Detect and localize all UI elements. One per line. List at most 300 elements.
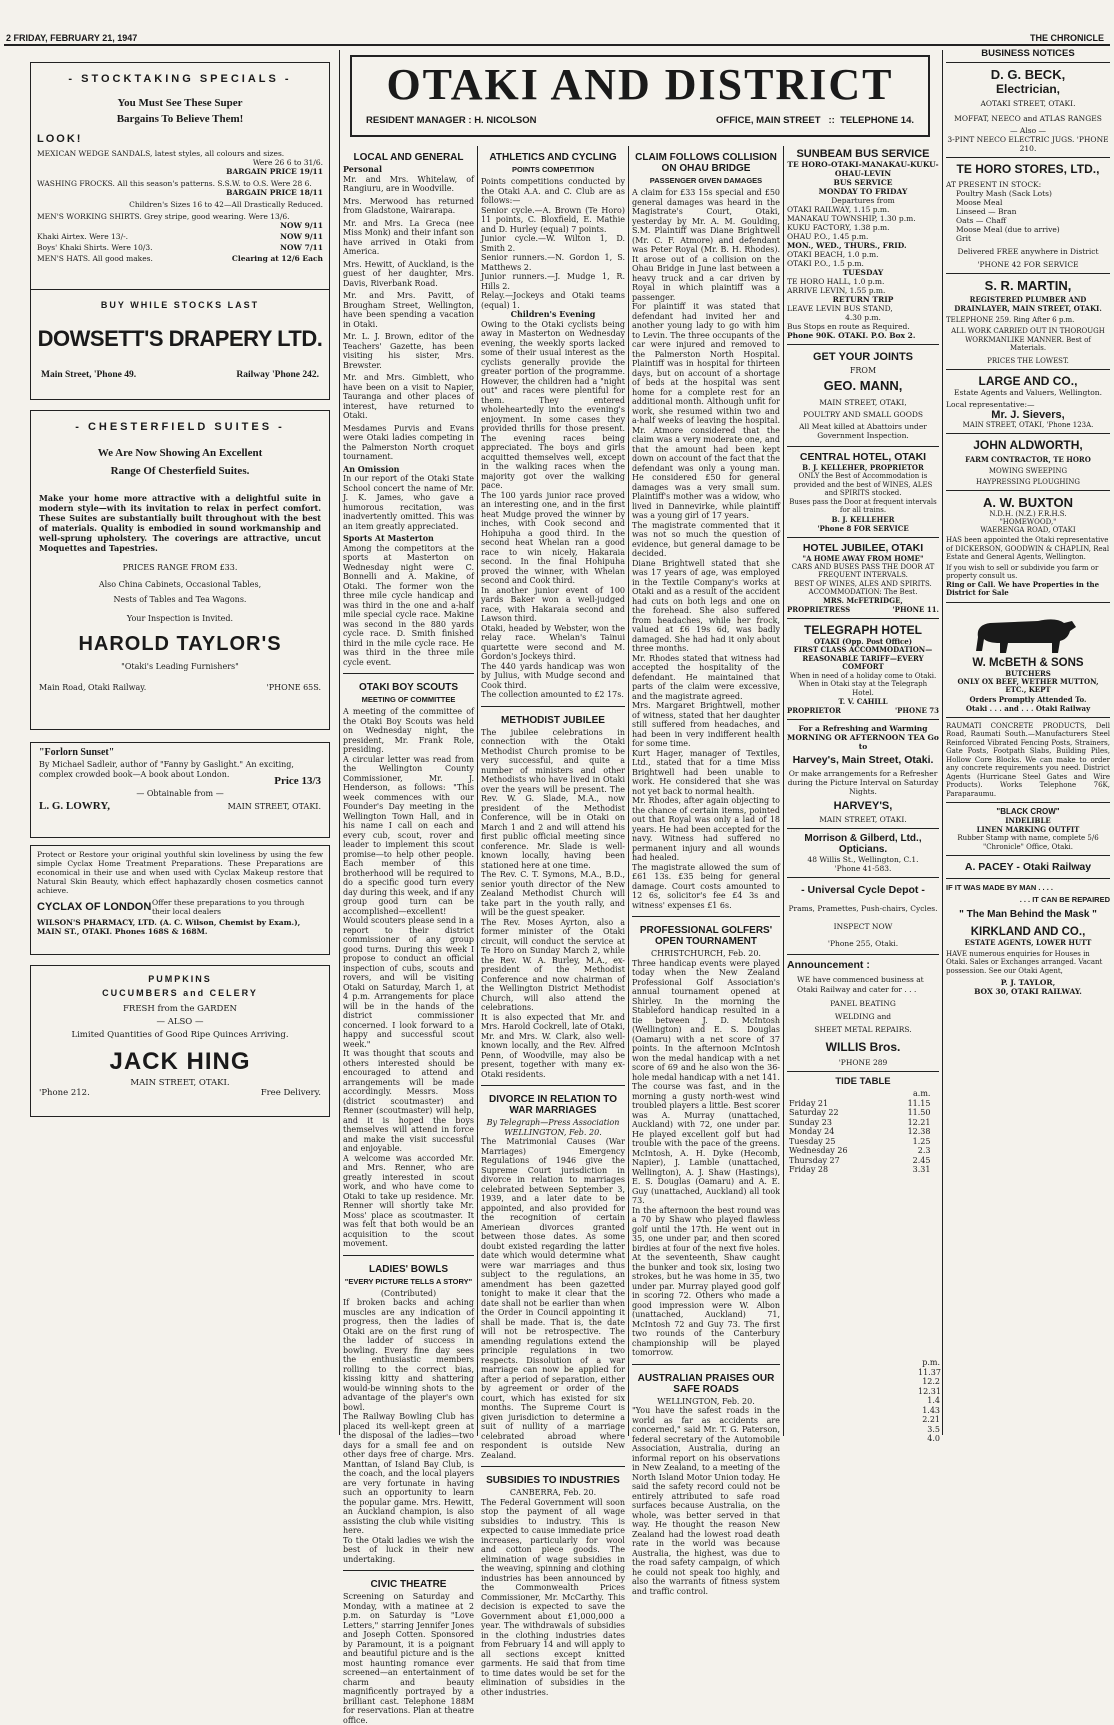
notice-line: Ring or Call. We have Properties in the District for Sale	[946, 579, 1100, 597]
tide-row	[787, 1099, 939, 1109]
paragraph: Mr. L. J. Brown, editor of the Teachers' Gazette, has been visiting his sister, Mrs. Brewster.	[343, 332, 474, 370]
notice-line: Mr. J. Sievers,	[991, 408, 1065, 421]
tide-am: 2.45	[912, 1155, 931, 1165]
notice-line: ONLY OX BEEF, WETHER MUTTON, ETC., KEPT	[957, 676, 1099, 694]
ad-heading: - CHESTERFIELD SUITES -	[75, 421, 285, 433]
ad-line: For a Refreshing and Warming MORNING OR AFTERNOON TEA Go to	[787, 724, 939, 751]
tide-am: 11.15	[907, 1098, 931, 1108]
notice-line: "BLACK CROW"	[996, 807, 1060, 816]
ad-telegraph-hotel	[787, 619, 939, 720]
paragraph: A circular letter was read from the Wellington County Commissioner, Mr. J. Henderson, as follows: "This week commences with our Founder's Day meeting in the Wellington Town Hall, and in his name I call on each and every cub, scout, rover and leader to implement this scout promise—to help other people. Each member of this brotherhood will be required to do a specific good turn every day during this week, and if any group good turn can be accomplished—excellent! Would scouters please send in a report to their district commissioner of any group good turns. During this week I propose to conduct an official inspection of cubs, scouts and rovers, and will be visiting Otaki on Saturday, March 1, at 4 p.m. Arrangements for place will be in the hands of the district commissioner concerned. I look forward to a happy and successful scout week."	[343, 754, 474, 1049]
ad-line: 'Phone 255, Otaki.	[827, 939, 899, 948]
ad-line: KUKU FACTORY, 1.38 p.m.	[787, 223, 890, 232]
paragraph: If broken backs and aching muscles are any indication of progress, then the ladies of Otaki are on the first rung of the ladder of success in bowling. Every fine day sees the enthusiastic members rolling to the correct bias, kissing kitty and shattering would-be winning shots to the advantage of the player's own bowl.	[343, 1298, 474, 1412]
ad-line: Were 26 6 to 31/6.	[252, 158, 323, 167]
ad-taylor	[30, 410, 330, 730]
ad-line: PROPRIETOR	[787, 706, 841, 715]
paragraph: Points competitions conducted by the Otaki A.A. and C. Club are as follows:—	[481, 177, 625, 205]
paragraph: The Rev. Moses Ayrton, also a former minister of the Otaki circuit, will conduct the service at Te Horo on Sunday March 2, while the Rev. W. A. Burley, M.A., ex-president of the Methodist Conference and now chairman of the Wellington District Methodist Church, will also attend the celebrations.	[481, 917, 625, 1012]
dateline: WELLINGTON, Feb. 20.	[657, 1396, 755, 1406]
ad-addr: MAIN STREET, OTAKI.	[130, 1078, 230, 1088]
paragraph: Otaki, headed by Webster, won the relay race. Whelan's Tainui quartette were second and M. Gordon's Jockeys third.	[481, 623, 625, 661]
ad-hing-name: JACK HING	[109, 1048, 251, 1075]
paragraph: The jubilee celebrations in connection with the Otaki Methodist Church promise to be very successful, and quite a number of ministers and other Methodists who have lived in Otaki over the years will be present. The Rev. W. G. Slade, M.A., now president of the Methodist Conference, will be in Otaki on March 1 and 2 and will attend his first public official meeting since conference. Mr. Slade is well-known locally, having been stationed here at one time.	[481, 727, 625, 870]
ad-line: All Meat killed at Abattoirs under Government Inspection.	[799, 422, 927, 440]
ad-willis-name: WILLIS Bros.	[825, 1040, 901, 1054]
tide-day: Sunday 23	[789, 1117, 832, 1127]
paragraph: Owing to the Otaki cyclists being away in Masterton on Wednesday evening, the weekly sports lacked some of their usual interest as the cyclists generally provide the greater portion of the programme. However, the children had a "night out" and races were plentiful for them. They entered wholeheartedly into the evening's enjoyment. In some cases they provided thrills for those present. The evening races being appreciated. The boys and girls acquitted themselves well, except in the walking races when the majority got over the walking pace.	[481, 319, 625, 490]
notice-name: W. McBETH & SONS	[972, 656, 1084, 669]
ad-line: Limited Quantities of Good Ripe Quinces Arriving.	[71, 1030, 289, 1040]
paragraph: Kurt Hager, manager of Textiles, Ltd., stated that for a time Miss Brightwell had been unable to work. He considered that she was not yet back to normal health.	[632, 748, 780, 796]
notice-item: Oats — Chaff	[956, 216, 1007, 225]
ad-bus	[787, 148, 939, 345]
article-headline: DIVORCE IN RELATION TO WAR MARRIAGES	[489, 1094, 617, 1116]
notice-line: INDELIBLE	[1005, 816, 1051, 825]
ad-invite: Your Inspection is Invited.	[126, 614, 234, 623]
ad-hing	[30, 965, 330, 1117]
column-ads	[787, 148, 939, 1438]
paragraph: Mrs. Margaret Brightwell, mother of witness, stated that her daughter still suffered from headaches, and had been in very indifferent health for some time.	[632, 701, 780, 748]
column-athletics	[481, 148, 625, 1697]
article-headline: SUBSIDIES TO INDUSTRIES	[486, 1475, 620, 1486]
ad-line: MEN'S WORKING SHIRTS. Grey stripe, good wearing. Were 13/6.	[37, 212, 290, 221]
notice-mcbeth	[946, 603, 1110, 718]
tide-am: 12.21	[907, 1117, 931, 1127]
ad-line: WE have commenced business at Otaki Railway and cater for . . .	[797, 975, 924, 994]
tide-pm-column	[918, 1358, 940, 1444]
paragraph: Among the competitors at the sports at Masterton on Wednesday night were C. Bonnelli and A. Makine, of Otaki. The former won the three mile cycle handicap and was third in the one and a-half mile special cycle race. Makine was second in the 880 yards cycle race. D. Smith finished third in the mile cycle race. He was third in the three mile cycle event.	[343, 543, 474, 667]
notice-line: N.D.H. (N.Z.) F.R.H.S.	[989, 510, 1067, 518]
dateline: CANBERRA, Feb. 20.	[509, 1488, 597, 1497]
article-headline: ATHLETICS AND CYCLING	[489, 152, 617, 163]
ad-line: FROM	[849, 366, 877, 375]
ad-phone: 'Phone 212.	[39, 1088, 90, 1098]
tide-header: a.m.	[913, 1089, 931, 1098]
column-business-notices	[946, 46, 1110, 1438]
ad-line: MAIN STREET, OTAKI,	[819, 398, 907, 407]
subhead: Personal	[343, 164, 382, 174]
tide-pm: 12.31	[918, 1386, 941, 1396]
notice-line: HAYPRESSING PLOUGHING	[976, 478, 1080, 486]
ad-harvey	[787, 720, 939, 829]
ad-body: Protect or Restore your original youthful skin loveliness by using the few simple Cyclax Home Treatment Preparations. These Preparations are economical in their use and when used with Cyclax Makeup restore that Natural Skin Beauty, which effect haphazardly chosen cosmetics cannot achieve.	[37, 850, 323, 895]
notice-line: "Chronicle" Office, Otaki.	[982, 842, 1074, 851]
ad-line: CARS AND BUSES PASS THE DOOR AT FREQUENT INTERVALS.	[791, 562, 935, 579]
column-rule	[477, 146, 478, 1436]
paragraph: It is also expected that Mr. and Mrs. Harold Cockrell, late of Otaki, Mr. and Mrs. W. Clark, also well-known locally, and the Rev. Alfred Penn, of Woodville, may also be present, together with many ex-Otaki residents.	[481, 1012, 625, 1079]
ad-harvey-name: Harvey's, Main Street, Otaki.	[792, 754, 934, 766]
paragraph: In another junior event of 100 yards Baker won a well-judged race, with Hakaraia second and Lawson third.	[481, 585, 625, 623]
notice-item: Moose Meal	[956, 198, 1003, 207]
ad-line: OHAU P.O., 1.45 p.m.	[787, 232, 869, 241]
tide-row	[787, 1165, 939, 1175]
notice-line: Estate Agents and Valuers, Wellington.	[953, 387, 1103, 397]
article-headline: CIVIC THEATRE	[370, 1579, 447, 1590]
notice-line: TELEPHONE 259. Ring After 6 p.m.	[946, 316, 1075, 324]
ad-hotel-title: HOTEL JUBILEE, OTAKI	[802, 541, 924, 554]
ad-line: "A HOME AWAY FROM HOME"	[802, 553, 924, 563]
ad-line: BUS SERVICE	[833, 178, 893, 187]
masthead	[350, 55, 930, 137]
ad-taylor-name: HAROLD TAYLOR'S	[78, 633, 282, 655]
tide-day: Friday 28	[789, 1165, 829, 1174]
paragraph: Mr. Rhodes stated that witness had accepted the hospitality of the defendant. He maintained that parts of the claim were excessive, and the magistrate agreed.	[632, 653, 780, 701]
notice-line: HAS been appointed the Otaki representative of DICKERSON, GOODWIN & CHAPLIN, Real Estate and General Agents, Wellington.	[946, 536, 1110, 561]
column-rule	[942, 50, 943, 1435]
ad-willis	[787, 955, 939, 1072]
notice-line: Delivered FREE anywhere in District	[957, 247, 1099, 256]
tide-row	[787, 1137, 939, 1147]
ad-announce-title: Announcement :	[787, 959, 870, 971]
ad-book-title: "Forlorn Sunset"	[39, 747, 115, 758]
ad-cyclax	[30, 845, 330, 955]
ad-mann-name: GEO. MANN,	[823, 378, 903, 393]
notice-name: D. G. BECK,	[990, 67, 1066, 82]
notice-pacey	[946, 856, 1110, 879]
paper-name: THE CHRONICLE	[1030, 33, 1104, 43]
ad-dowsett-footer	[30, 290, 330, 400]
ad-price: NOW 7/11	[280, 243, 323, 252]
notice-line: ALL WORK CARRIED OUT IN THOROUGH WORKMANLIKE MANNER. Best of Materials.	[951, 327, 1105, 352]
ad-line: Prams, Pramettes, Push-chairs, Cycles.	[788, 904, 938, 913]
paragraph: In the afternoon the best round was a 70 by Shaw who played flawless golf until the 17th. He went out in 35, one under par, and then scored birdies at four of the next five holes. At the seventeenth, Shaw caught the bunker and took six, losing two strokes, but he was home in 35, two under par. Murray played good golf in scoring 72. Others who made a good impression were W. Albon (unattached, Auckland) 71, McIntosh 72 and Guy 73. The first two rounds of the Canterbury championship will be played tomorrow.	[632, 1205, 780, 1357]
notice-kirkland	[946, 879, 1110, 1001]
ad-line: SHEET METAL REPAIRS.	[814, 1025, 912, 1034]
tide-pm: 4.0	[927, 1434, 940, 1443]
ad-line: MONDAY TO FRIDAY	[818, 187, 908, 196]
notice-item: Moose Meal (due to arrive)	[956, 225, 1060, 234]
article-headline: PROFESSIONAL GOLFERS' OPEN TOURNAMENT	[639, 925, 773, 947]
tide-day: Monday 24	[789, 1127, 835, 1136]
notice-line: ESTATE AGENTS, LOWER HUTT	[964, 937, 1092, 947]
tide-pm: 11.37	[918, 1367, 941, 1377]
paragraph: Junior cycle.—W. Wilton 1, D. Smith 2.	[481, 234, 625, 253]
paragraph: A welcome was accorded Mr. and Mrs. Renner, who are greatly interested in scout work, and who have come to Otaki to take up residence. Mr. Renner will shortly take Mr. Moss' place as scoutmaster. It was felt that both would be an acquisition to the scout movement.	[343, 1153, 474, 1248]
ad-mann	[787, 345, 939, 447]
ad-line: 4.30 p.m.	[845, 313, 881, 322]
tide-row	[787, 1118, 939, 1128]
ad-line: TE HORO-OTAKI-MANAKAU-KUKU-OHAU-LEVIN	[787, 160, 939, 178]
masthead-title: OTAKI AND DISTRICT	[386, 60, 894, 109]
ad-line: When in need of a holiday come to Otaki. When in Otaki stay at the Telegraph Hotel.	[789, 671, 937, 697]
notice-line: 3-PINT NEECO ELECTRIC JUGS. 'PHONE 210.	[947, 135, 1109, 153]
notice-line: BOX 30, OTAKI RAILWAY.	[974, 987, 1082, 996]
tide-am: 11.50	[907, 1108, 931, 1117]
tide-title: TIDE TABLE	[835, 1076, 891, 1087]
ad-addr: Main Street, 'Phone 49.	[41, 370, 137, 380]
notice-line: P. J. TAYLOR,	[1000, 978, 1056, 987]
tide-day: Thursday 27	[789, 1155, 840, 1165]
paragraph: Mr. and Mrs. Gimblett, who have been on a visit to Napier, Tauranga and other places of interest, have returned to Otaki.	[343, 373, 474, 420]
tide-day: Friday 21	[789, 1098, 829, 1108]
ad-line: MEXICAN WEDGE SANDALS, latest styles, all colours and sizes.	[37, 149, 285, 158]
notice-line: LINEN MARKING OUTFIT	[976, 825, 1080, 834]
ad-price: BARGAIN PRICE 18/11	[226, 188, 323, 197]
ad-morrison	[787, 829, 939, 878]
ad-dowsett-name: DOWSETT'S DRAPERY LTD.	[37, 326, 323, 351]
tide-pm: 1.43	[922, 1405, 940, 1415]
paragraph: Diane Brightwell stated that she was 17 years of age, was employed in the Textile Company's works at Otaki and as a result of the accident had cuts on both legs and one on the forehead. She also suffered from headaches, while her frock, valued at £6 19s 6d, was badly damaged. She had had it only about three months.	[632, 558, 780, 653]
ad-line: Buses pass the Door at frequent intervals for all trains.	[789, 497, 937, 514]
dateline: By Telegraph—Press Association WELLINGTON, Feb. 20.	[486, 1118, 620, 1137]
notice-item: Grit	[956, 234, 971, 243]
paragraph: Mr. and Mrs. Whitelaw, of Rangiuru, are in Woodville.	[343, 174, 474, 193]
notice-tehoro	[946, 158, 1110, 274]
ad-line: Khaki Airtex. Were 13/-.	[37, 232, 129, 241]
notice-line: AT PRESENT IN STOCK:	[946, 180, 1042, 189]
tide-day: Saturday 22	[789, 1108, 839, 1117]
column-rule	[628, 146, 629, 1436]
paragraph: Mr. Rhodes, after again objecting to the chance of certain items, pointed out that Royal was only a lad of 18 years. He had been accepted for the navy. Witness had suffered no permanent injury and all wounds had healed.	[632, 796, 780, 862]
ad-line: OTAKI RAILWAY, 1.15 p.m.	[787, 205, 890, 214]
column-claim	[632, 148, 780, 1596]
paragraph: The collection amounted to £2 17s.	[481, 690, 624, 699]
ad-price: NOW 9/11	[280, 221, 323, 230]
tide-am: 1.25	[912, 1136, 931, 1146]
ad-cycle-depot	[787, 878, 939, 955]
ad-line: Children's Sizes 16 to 42—All Drastically Reduced.	[129, 200, 323, 209]
tide-pm: 2.21	[922, 1415, 940, 1424]
ad-jubilee-hotel	[787, 538, 939, 620]
masthead-telephone: TELEPHONE 14.	[840, 115, 914, 126]
ad-line: OTAKI P.O., 1.5 p.m.	[787, 259, 864, 268]
ad-slogan: "Otaki's Leading Furnishers"	[121, 662, 239, 671]
tide-day: Wednesday 26	[789, 1146, 848, 1155]
ad-heading: - STOCKTAKING SPECIALS -	[68, 73, 292, 85]
ad-line: FIRST CLASS ACCOMMODATION—REASONABLE TARIFF—EVERY COMFORT	[793, 645, 933, 671]
ad-central-hotel	[787, 447, 939, 538]
notice-line: BUTCHERS	[1005, 668, 1051, 678]
tide-row	[787, 1146, 939, 1156]
ad-line: MEN'S HATS. All good makes.	[37, 254, 153, 263]
paragraph: Mrs. Hewitt, of Auckland, is the guest of her daughter, Mrs. Davis, Riverbank Road.	[343, 259, 474, 288]
tide-day: Tuesday 25	[789, 1136, 836, 1146]
paragraph: Mrs. Merwood has returned from Gladstone, Wairarapa.	[343, 196, 474, 215]
notice-line: "HOMEWOOD,"	[999, 518, 1057, 526]
subhead: Sports At Masterton	[343, 533, 434, 543]
ad-offer: Offer these preparations to you through their local dealers	[152, 898, 305, 916]
paragraph: To the Otaki ladies we wish the best of luck in their new undertaking.	[343, 1535, 474, 1564]
notice-name: A. PACEY - Otaki Railway	[964, 860, 1092, 873]
ad-addr: MAIN STREET, OTAKI.	[227, 802, 321, 811]
ad-obtain: — Obtainable from —	[136, 789, 224, 798]
paragraph: "You have the safest roads in the world as far as accidents are concerned," said Mr. T. G. Paterson, federal secretary of the Automobile Association, Australia, during an informal report on his observations in New Zealand, to a meeting of the North Island Motor Union today. He said the safety record could not be entirely attributed to safe road surfaces because Australia, on the whole, was better served in that way. He thought the reason New Zealand had the lowest road death rate in the world was because Australia, the highest, was due to the road safety campaign, of which he could not speak too highly, and also the warrants of fitness system and traffic control.	[632, 1406, 780, 1596]
ad-intro: Bargains To Believe Them!	[116, 113, 244, 125]
ad-cyclax-name: CYCLAX OF LONDON	[37, 901, 152, 913]
ad-line: 'Phone 8 FOR SERVICE	[817, 523, 909, 533]
tide-am: 2.3	[917, 1146, 931, 1155]
notice-line: MAIN STREET, OTAKI, 'Phone 123A.	[962, 420, 1094, 429]
ad-text: We Are Now Showing An Excellent	[97, 447, 263, 459]
ad-line: BEST OF WINES, ALES AND SPIRITS.	[794, 579, 932, 588]
ad-dealer: WILSON'S PHARMACY, LTD. (A. C. Wilson, Chemist by Exam.), MAIN ST., OTAKI. Phones 168S & 168M.	[37, 918, 301, 936]
ad-hotel-title: TELEGRAPH HOTEL	[803, 623, 922, 637]
ad-buy: BUY WHILE STOCKS LAST	[100, 300, 260, 310]
byline: (Contributed)	[380, 1288, 437, 1298]
notice-line: WAERENGA ROAD, OTAKI	[980, 526, 1076, 534]
ad-also: Nests of Tables and Tea Wagons.	[113, 595, 247, 604]
notice-name: A. W. BUXTON	[982, 495, 1074, 510]
paragraph: The magistrate commented that it was not so much the question of evidence, but general damage to be decided.	[632, 520, 780, 558]
ad-addr: MAIN STREET, OTAKI.	[819, 815, 907, 824]
notice-name: JOHN ALDWORTH,	[973, 438, 1083, 452]
paragraph: In our report of the Otaki State School concert the name of Mr. J. K. James, who gave a humorous recitation, was inadvertently omitted. This was an item greatly appreciated.	[343, 474, 474, 531]
ad-line: PROPRIETRESS	[787, 605, 851, 614]
ad-line: MANAKAU TOWNSHIP, 1.30 p.m.	[787, 214, 916, 223]
ad-price: Price 13/3	[274, 775, 321, 787]
paragraph: It was thought that scouts and others interested should be encouraged to attend and arrangements will be made accordingly. Messrs. Moss (district scoutmaster) and Renner (scoutmaster) will help, and it is hoped the boys themselves will attend in force and make the visit successful and enjoyable.	[343, 1049, 474, 1153]
notice-line: REGISTERED PLUMBER AND DRAINLAYER, MAIN STREET, OTAKI.	[954, 295, 1102, 313]
article-headline: LADIES' BOWLS	[368, 1263, 449, 1275]
notice-line: Electrician,	[995, 82, 1061, 96]
ad-bus-title: SUNBEAM BUS SERVICE	[796, 148, 930, 160]
notice-line: HAVE numerous enquiries for Houses in Otaki. Sales or Exchanges arranged. Vacant possession. See our Otaki Agent,	[946, 949, 1103, 975]
ad-line: Phone 90K. OTAKI. P.O. Box 2.	[787, 331, 916, 340]
ad-line: 'PHONE 11.	[892, 605, 939, 614]
notice-line: RAUMATI CONCRETE PRODUCTS, Dell Road, Raumati South.—Manufacturers Steel Reinforced Vibrated Fencing Posts, Strainers, Gate Posts, Footpath Slabs, Building Piles, Hollow Core Blocks. We can make to order any concrete requirements you need. District Agents (Hurricane Steel Gates and Wire Products). Works Telephone 76K, Paraparaumu.	[946, 721, 1110, 798]
notice-name: LARGE AND CO.,	[978, 373, 1078, 388]
notice-raumati	[946, 718, 1110, 804]
ad-line: MRS. McFETRIDGE,	[823, 596, 903, 605]
ad-hotel-title: CENTRAL HOTEL, OTAKI	[799, 451, 927, 463]
masthead-office: OFFICE, MAIN STREET	[716, 115, 821, 126]
ad-line: Boys' Khaki Shirts. Were 10/3.	[37, 243, 153, 252]
paragraph: Senior cycle.—A. Brown (Te Horo) 11 points, C. Bloxfield, E. Mathie and D. Hurley (equal) 7 points.	[481, 205, 625, 234]
ad-addr: Main Road, Otaki Railway.	[39, 683, 147, 692]
notice-line: If you wish to sell or subdivide you farm or property consult us.	[946, 563, 1099, 580]
ad-line: Opticians.	[838, 844, 888, 855]
ad-morrison-name: Morrison & Gilberd, Ltd.,	[804, 833, 922, 844]
ad-line: WELDING and	[834, 1012, 892, 1021]
notice-name: S. R. MARTIN,	[984, 278, 1072, 293]
notice-line: Orders Promptly Attended To.	[969, 694, 1087, 704]
ad-line: Or make arrangements for a Refresher during the Picture Interval on Saturday Nights.	[787, 769, 939, 796]
ad-price: NOW 9/11	[280, 232, 323, 241]
notice-line: Local representative:—	[946, 399, 1035, 409]
ad-line: TE HORO HALL, 1.0 p.m.	[787, 277, 885, 286]
ad-line: WASHING FROCKS. All this season's patterns. S.S.W. to O.S. Were 28 6.	[37, 179, 312, 188]
ad-line: T. V. CAHILL	[838, 697, 888, 706]
tide-row	[787, 1108, 939, 1118]
notice-line: FARM CONTRACTOR, TE HORO	[965, 455, 1091, 464]
notice-buxton	[946, 491, 1110, 603]
ad-look: LOOK!	[37, 133, 83, 145]
ad-text: Range Of Chesterfield Suites.	[110, 465, 250, 477]
subhead: An Omission	[343, 463, 400, 474]
paragraph: The Rev. C. T. Symons, M.A., B.D., senior youth director of the New Zealand Methodist Church will take part in the youth rally, and will be the guest speaker.	[481, 870, 625, 917]
paragraph: Mr. and Mrs. La Greca (nee Miss Monk) and their infant son have arrived in Otaki from America.	[343, 218, 474, 256]
notice-line: . . . IT CAN BE REPAIRED	[1019, 894, 1110, 904]
paragraph: The 440 yards handicap was won by Julius, with Mudge second and Cook third.	[481, 661, 625, 690]
notice-line: " The Man Behind the Mask "	[959, 908, 1097, 920]
notice-line: PRICES THE LOWEST.	[987, 356, 1069, 365]
ad-also: Also China Cabinets, Occasional Tables,	[98, 580, 262, 589]
ad-line: PANEL BEATING	[830, 999, 896, 1008]
article-headline: LOCAL AND GENERAL	[353, 152, 464, 163]
notices-heading: BUSINESS NOTICES	[946, 48, 1110, 63]
ad-line: 'Phone 41-583.	[834, 864, 892, 873]
ad-cycle-title: - Universal Cycle Depot -	[801, 884, 925, 896]
ad-line: FRESH from the GARDEN	[123, 1004, 237, 1014]
page-header	[0, 0, 1114, 43]
notice-line: AOTAKI STREET, OTAKI.	[980, 99, 1076, 108]
paragraph: Screening on Saturday and Monday, with a matinee at 2 p.m. on Saturday is "Love Letters," starring Jennifer Jones and Joseph Cotten. Sponsored by Paramount, it is a poignant and beautiful picture and is the most haunting romance ever screened—an entertainment of charm and beauty magnificently portrayed by a brilliant cast. Telephone 188M for reservations. Plan at theatre office.	[343, 1592, 474, 1725]
paragraph: Relay.—Jockeys and Otaki teams (equal) 1.	[481, 291, 625, 310]
paragraph: Junior runners.—J. Mudge 1, R. Hills 2.	[481, 272, 625, 291]
tide-pm: 3.5	[927, 1424, 940, 1434]
ad-price: Clearing at 12/6 Each	[231, 254, 323, 263]
tide-table	[787, 1072, 939, 1179]
ad-line: Bus Stops en route as Required.	[787, 322, 910, 331]
tide-pm: 12.2	[922, 1377, 940, 1386]
ad-prices: PRICES RANGE FROM £33.	[122, 563, 238, 572]
ad-harvey-name: HARVEY'S,	[833, 800, 893, 812]
ad-line: B. J. KELLEHER	[831, 514, 895, 524]
paragraph: The Matrimonial Causes (War Marriages) Emergency Regulations of 1946 give the Supreme Court jurisdiction in divorce in relation to marriages celebrated between September 3, 1939, and a later date to be appointed, and also provided for the recognition of certain Ameriean divorces granted between those dates. As some doubt existed regarding the latter date which would determine what were war marriages and thus subject to the regulations, an amendment has been gazetted tonight to make it clear that the date shall not be earlier than when the Order in Council appointing it shall be made. That is, the date will not be retrospective. The amending regulations extend the principle regulations in two respects. Dissolution of a war marriage can now be applied for after a period of separation, either by agreement or order of the court, which has existed for six months. The Supreme Court is given jurisdiction to determine a suit of nullity of a marriage celebrated abroad where respondent is outside New Zealand.	[481, 1137, 625, 1460]
article-headline: AUSTRALIAN PRAISES OUR SAFE ROADS	[637, 1372, 775, 1395]
notice-line: 'PHONE 42 FOR SERVICE	[977, 260, 1079, 269]
subhead: Children's Evening	[510, 309, 596, 319]
paragraph: Mr. and Mrs. Pavitt, of Brougham Street, Wellington, have been spending a vacation in Otaki.	[343, 291, 474, 329]
paragraph: The Federal Government will soon stop the payment of all wage subsidies to industry. This is expected to cause immediate price increases, particularly for wool and cotton piece goods. The elimination of wage subsidies in the weaving, spinning and clothing industries has been announced by the Commonwealth Prices Commissioner, Mr. McCarthy. This decision is expected to save the Government about £1,000,000 a year. The withdrawals of subsidies in the clothing industries dates from February 14 and will apply to all sections except knitted garments. He said that from time to time dates would be set for the elimination of subsidies in the other industries.	[481, 1497, 625, 1697]
ad-line: TUESDAY	[842, 268, 884, 277]
paragraph: The Railway Bowling Club has placed its well-kept green at the disposal of the ladies—two days for a small fee and on other days free of charge. Mrs. Manttan, of Island Bay Club, is the coach, and the local players are very fortunate in having such an opportunity to learn the popular game. Mrs. Hewitt, an Auckland champion, is also assisting the club while visiting here.	[343, 1412, 474, 1535]
paragraph: Three handicap events were played today when the New Zealand Professional Golf Association's annual tournament opened at Shirley. In the morning the Stableford handicap resulted in a tie between J. D. McIntosh (Wellington) and E. S. Douglas (Oamaru) with a net score of 37 points. In the afternoon McIntosh won the medal handicap with a net score of 69 and he also won the 36-hole medal handicap with a net 141.	[632, 958, 780, 1082]
ad-line: MON., WED., THURS., FRID.	[787, 241, 907, 250]
ad-phone: 'PHONE 289	[838, 1058, 888, 1067]
masthead-manager: RESIDENT MANAGER : H. NICOLSON	[366, 115, 537, 126]
notice-line: Rubber Stamp with name, complete 5/6	[957, 834, 1099, 842]
ad-body: By Michael Sadleir, author of "Fanny by Gaslight." An exciting, complex crowded book—A book about London.	[39, 760, 294, 779]
column-local	[343, 148, 474, 1725]
notice-line: IF IT WAS MADE BY MAN . . . .	[946, 882, 1053, 892]
ad-line: LEAVE LEVIN BUS STAND,	[787, 304, 893, 313]
article-subhead: POINTS COMPETITION	[511, 165, 595, 174]
tide-am: 3.31	[912, 1165, 931, 1174]
paragraph: A meeting of the committee of the Otaki Boy Scouts was held on Wednesday night, the president, Mr. Frank Role, presiding.	[343, 707, 474, 754]
ad-line: Departures from	[831, 196, 895, 205]
masthead-sep: ::	[828, 115, 835, 126]
ad-line: ARRIVE LEVIN, 1.55 p.m.	[787, 286, 886, 295]
ad-line: — ALSO —	[156, 1017, 204, 1027]
paragraph: The magistrate allowed the sum of £61 13s. £35 being for general damage. Court costs amounted to 12 6s, solicitor's fee £4 3s and witness' expenses £1 6s.	[632, 862, 780, 910]
ad-line: CUCUMBERS and CELERY	[102, 988, 258, 998]
ad-line: ACCOMMODATION: The Best.	[808, 588, 918, 596]
article-subhead: MEETING OF COMMITTEE	[361, 695, 456, 704]
page-date: 2 FRIDAY, FEBRUARY 21, 1947	[6, 33, 138, 43]
paragraph: A claim for £33 15s special and £50 general damages was heard in the Magistrate's Court, Otaki, yesterday by Mr. A. M. Goulding, S.M. Plaintiff was Diane Brightwell (Mr. C. F. Atmore) and defendant was Peter Royal (Mr. B. H. Rhodes). It arose out of a collision on the Ohau Bridge in June last between a heavy truck and a car driven by Royal in which plaintiff was a passenger.	[632, 188, 780, 302]
ad-line: 48 Willis St., Wellington, C.1.	[807, 855, 919, 864]
tide-pm: 1.4	[927, 1396, 940, 1405]
paragraph: Mesdames Purvis and Evans were Otaki ladies competing in the Palmerston North croquet tournament.	[343, 423, 474, 461]
paragraph: For plaintiff it was stated that defendant had invited her and another young lady to go with him to Levin. The three occupants of the car were injured and removed to the Palmerston North Hospital. Plaintiff was in hospital for thirteen days, but on account of a shortage of beds at the hospital was sent home for a complete rest for an additional month. Although unfit for work, she resumed within two and a-half weeks of leaving the hospital. Mr. Atmore considered that the claim was a very moderate one, and that the amount had been kept down on account of the fact that the defendant was only a young man. He considered £50 for general damages was a very small sum. Plaintiff's mother was a widow, who lived in Dannevirke, while plaintiff was a young girl of 17 years.	[632, 302, 780, 520]
notice-line: MOWING SWEEPING	[988, 467, 1068, 475]
notice-item: Poultry Mash (Sack Lots)	[956, 189, 1052, 198]
article-headline: OTAKI BOY SCOUTS	[358, 682, 459, 693]
ad-line: RETURN TRIP	[832, 295, 894, 304]
ad-line: B. J. KELLEHER, PROPRIETOR	[802, 463, 924, 472]
notice-martin	[946, 274, 1110, 370]
ad-line: POULTRY AND SMALL GOODS	[802, 410, 924, 419]
ad-lowry-name: L. G. LOWRY,	[39, 800, 111, 812]
column-rule	[783, 146, 784, 1436]
ad-addr: Railway 'Phone 242.	[236, 370, 319, 380]
notice-name: TE HORO STORES, LTD.,	[956, 162, 1100, 176]
ad-delivery: Free Delivery.	[260, 1088, 321, 1098]
notice-line: — Also —	[1010, 126, 1046, 135]
ad-phone: 'PHONE 65S.	[266, 683, 321, 692]
